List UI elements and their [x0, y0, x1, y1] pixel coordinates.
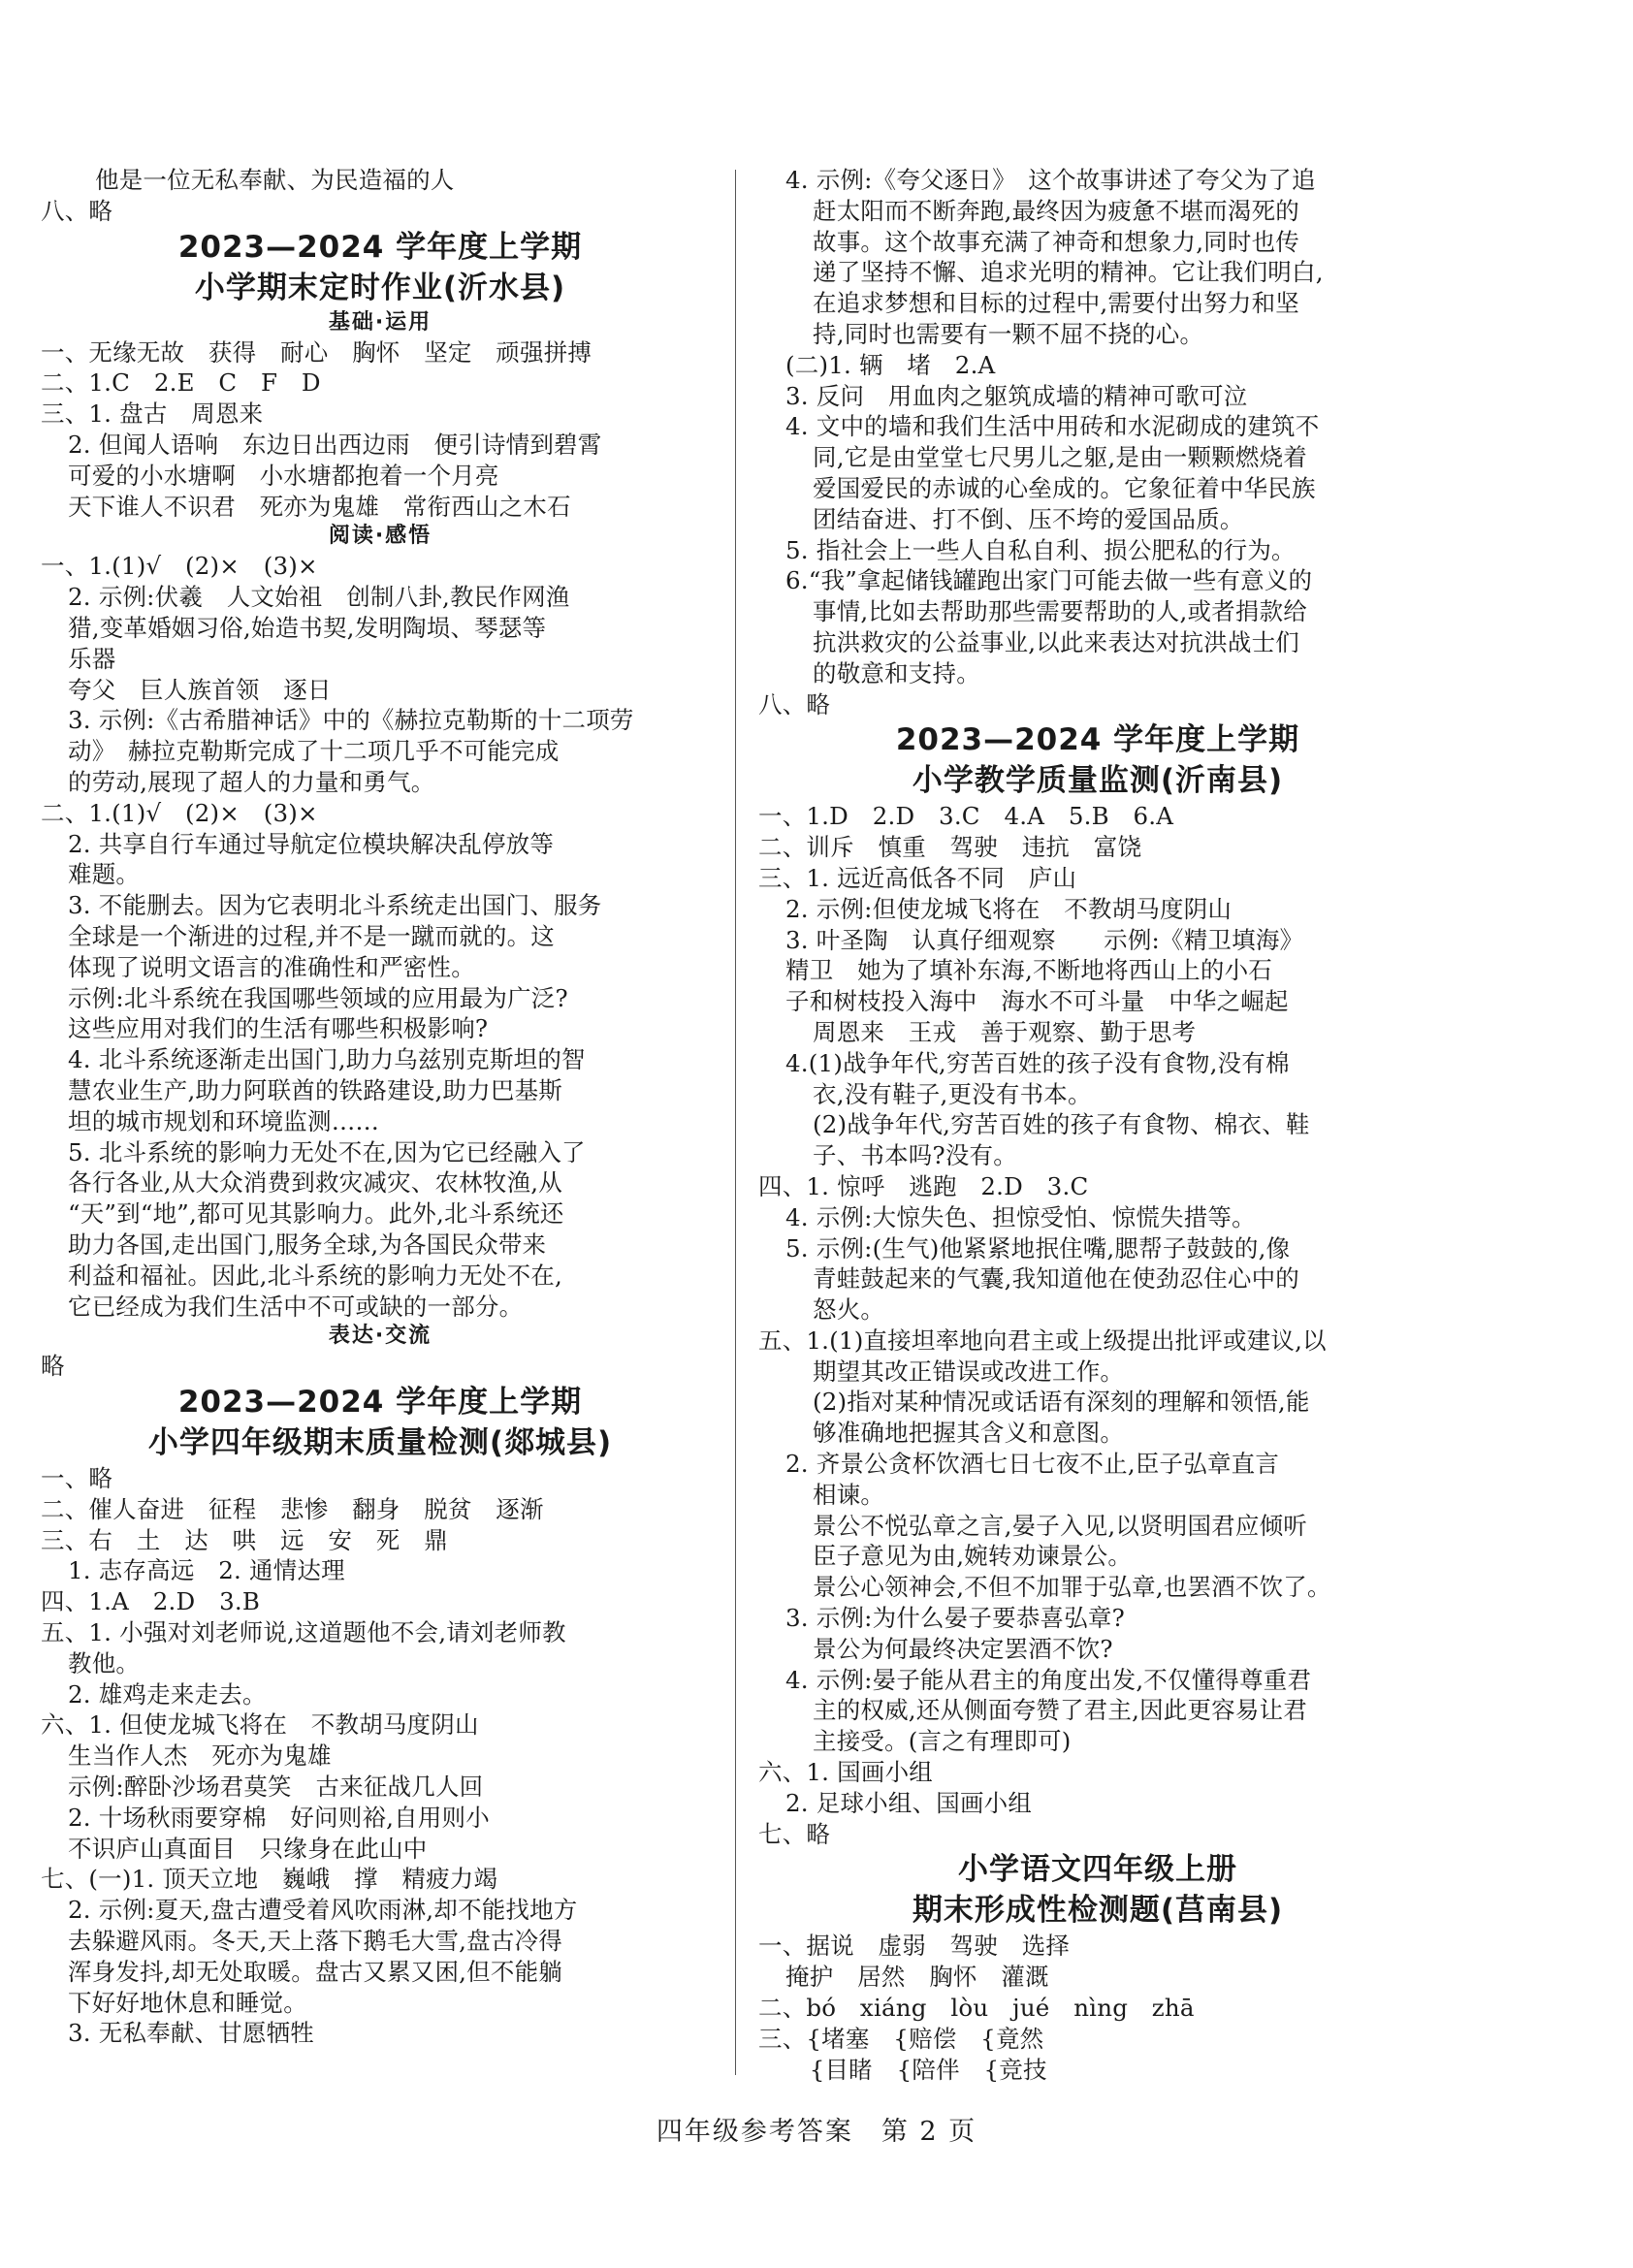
answer-line: 乐器 — [68, 644, 116, 673]
answer-line: 不识庐山真面目 只缘身在此山中 — [68, 1834, 428, 1863]
answer-line: 臣子意见为由,婉转劝谏景公。 — [813, 1542, 1133, 1571]
answer-line: 2. 十场秋雨要穿棉 好问则裕,自用则小 — [68, 1803, 490, 1832]
answer-line: 5. 北斗系统的影响力无处不在,因为它已经融入了 — [68, 1137, 586, 1166]
answer-line: 慧农业生产,助力阿联酋的铁路建设,助力巴基斯 — [68, 1075, 562, 1104]
answer-line: 递了坚持不懈、追求光明的精神。它让我们明白, — [813, 258, 1324, 287]
answer-line: 2. 但闻人语响 东边日出西边雨 便引诗情到碧霄 — [68, 430, 602, 459]
answer-line: 这些应用对我们的生活有哪些积极影响? — [68, 1014, 489, 1043]
answer-line: 二、1.C 2.E C F D — [41, 368, 321, 398]
answer-line: 一、1.D 2.D 3.C 4.A 5.B 6.A — [758, 802, 1174, 831]
section-title: 2023—2024 学年度上学期 — [177, 229, 583, 265]
answer-line: 2. 示例:夏天,盘古遭受着风吹雨淋,却不能找地方 — [68, 1896, 578, 1925]
answer-line: 爱国爱民的赤诚的心垒成的。它象征着中华民族 — [813, 473, 1316, 502]
section-title: 小学四年级期末质量检测(郯城县) — [147, 1425, 613, 1461]
answer-line: 在追求梦想和目标的过程中,需要付出努力和坚 — [813, 289, 1299, 318]
answer-line: 三、1. 盘古 周恩来 — [41, 399, 264, 429]
answer-line: 下好好地休息和睡觉。 — [68, 1988, 307, 2017]
answer-line: 故事。这个故事充满了神奇和想象力,同时也传 — [813, 227, 1299, 256]
answer-line: 略 — [41, 1352, 65, 1381]
answer-line: 二、bó xiáng lòu jué nìng zhā — [758, 1994, 1195, 2023]
subsection-heading: 基础·运用 — [328, 309, 432, 335]
answer-line: 示例:北斗系统在我国哪些领域的应用最为广泛? — [68, 983, 568, 1012]
answer-line: 三、右 土 达 哄 远 安 死 鼎 — [41, 1525, 448, 1554]
answer-line: 1. 志存高远 2. 通情达理 — [68, 1556, 345, 1585]
answer-line: 4. 北斗系统逐渐走出国门,助力乌兹别克斯坦的智 — [68, 1045, 586, 1074]
answer-line: 3. 不能删去。因为它表明北斗系统走出国门、服务 — [68, 891, 602, 920]
answer-line: 3. 示例:《古希腊神话》中的《赫拉克勒斯的十二项劳 — [68, 706, 634, 735]
answer-line: 二、训斥 慎重 驾驶 违抗 富饶 — [758, 833, 1142, 862]
answer-line: 3. 无私奉献、甘愿牺牲 — [68, 2019, 315, 2048]
answer-line: 持,同时也需要有一颗不屈不挠的心。 — [813, 319, 1204, 348]
answer-line: 景公为何最终决定罢酒不饮? — [813, 1634, 1113, 1663]
answer-line: 3. 叶圣陶 认真仔细观察 示例:《精卫填海》 — [785, 925, 1304, 954]
answer-line: 七、略 — [758, 1819, 831, 1848]
answer-line: 4. 示例:晏子能从君主的角度出发,不仅懂得尊重君 — [785, 1665, 1312, 1694]
answer-line: 事情,比如去帮助那些需要帮助的人,或者捐款给 — [813, 597, 1307, 626]
answer-line: 4. 示例:大惊失色、担惊受怕、惊慌失措等。 — [785, 1202, 1256, 1231]
answer-line: 团结奋进、打不倒、压不垮的爱国品质。 — [813, 504, 1244, 533]
answer-line: 六、1. 但使龙城飞将在 不教胡马度阴山 — [41, 1710, 479, 1740]
answer-line: 3. 示例:为什么晏子要恭喜弘章? — [785, 1604, 1125, 1633]
answer-line: 子、书本吗?没有。 — [813, 1141, 1017, 1170]
answer-line: 各行各业,从大众消费到救灾减灾、农林牧渔,从 — [68, 1168, 562, 1198]
answer-line: 主的权威,还从侧面夸赞了君主,因此更容易让君 — [813, 1696, 1307, 1725]
answer-line: “天”到“地”,都可见其影响力。此外,北斗系统还 — [68, 1199, 564, 1229]
answer-line: 难题。 — [68, 860, 141, 889]
answer-line: 5. 示例:(生气)他紧紧地抿住嘴,腮帮子鼓鼓的,像 — [785, 1233, 1291, 1262]
answer-line: 6.“我”拿起储钱罐跑出家门可能去做一些有意义的 — [785, 566, 1313, 595]
answer-line: 4.(1)战争年代,穷苦百姓的孩子没有食物,没有棉 — [785, 1048, 1290, 1077]
answer-line: 三、1. 远近高低各不同 庐山 — [758, 863, 1077, 892]
answer-line: 生当作人杰 死亦为鬼雄 — [68, 1741, 332, 1771]
answer-line: 2. 足球小组、国画小组 — [785, 1788, 1033, 1817]
answer-line: 2. 示例:伏羲 人文始祖 创制八卦,教民作网渔 — [68, 583, 570, 612]
answer-line: 二、1.(1)√ (2)× (3)× — [41, 798, 318, 827]
answer-line: 掩护 居然 胸怀 灌溉 — [785, 1963, 1049, 1992]
answer-line: 夸父 巨人族首领 逐日 — [68, 675, 332, 704]
answer-line: 八、略 — [758, 689, 831, 719]
answer-line: {目睹 {陪伴 {竞技 — [785, 2055, 1047, 2084]
answer-line: 的敬意和支持。 — [813, 658, 980, 687]
answer-line: 猎,变革婚姻习俗,始造书契,发明陶埙、琴瑟等 — [68, 613, 547, 642]
answer-line: 天下谁人不识君 死亦为鬼雄 常衔西山之木石 — [68, 492, 571, 521]
answer-line: 景公心领神会,不但不加罪于弘章,也罢酒不饮了。 — [813, 1573, 1331, 1602]
answer-line: 子和树枝投入海中 海水不可斗量 中华之崛起 — [785, 987, 1289, 1016]
answer-line: 期望其改正错误或改进工作。 — [813, 1357, 1125, 1386]
section-title: 小学期末定时作业(沂水县) — [194, 270, 566, 305]
answer-line: 够准确地把握其含义和意图。 — [813, 1419, 1125, 1448]
answer-line: 五、1. 小强对刘老师说,这道题他不会,请刘老师教 — [41, 1618, 566, 1647]
answer-line: 四、1. 惊呼 逃跑 2.D 3.C — [758, 1171, 1089, 1200]
column-left — [41, 165, 720, 2049]
section-title: 2023—2024 学年度上学期 — [177, 1385, 583, 1421]
answer-line: 助力各国,走出国门,服务全球,为各国民众带来 — [68, 1230, 547, 1259]
answer-line: 五、1.(1)直接坦率地向君主或上级提出批评或建议,以 — [758, 1326, 1327, 1355]
answer-line: 一、略 — [41, 1464, 113, 1493]
answer-line: (二)1. 辆 堵 2.A — [785, 350, 996, 379]
answer-line: 4. 示例:《夸父逐日》 这个故事讲述了夸父为了追 — [785, 166, 1316, 194]
answer-line: 坦的城市规划和环境监测…… — [68, 1106, 380, 1135]
answer-line: 七、(一)1. 顶天立地 巍峨 撑 精疲力竭 — [41, 1865, 498, 1894]
answer-line: 主接受。(言之有理即可) — [813, 1727, 1072, 1756]
answer-line: 动》 赫拉克勒斯完成了十二项几乎不可能完成 — [68, 737, 560, 766]
answer-line: 一、无缘无故 获得 耐心 胸怀 坚定 顽强拼搏 — [41, 337, 592, 367]
answer-line: 教他。 — [68, 1648, 141, 1677]
answer-line: 5. 指社会上一些人自私自利、损公肥私的行为。 — [785, 535, 1296, 564]
subsection-heading: 表达·交流 — [328, 1324, 432, 1349]
answer-line: 青蛙鼓起来的气囊,我知道他在使劲忍住心中的 — [813, 1264, 1299, 1294]
answer-line: 可爱的小水塘啊 小水塘都抱着一个月亮 — [68, 461, 499, 490]
answer-line: 它已经成为我们生活中不可或缺的一部分。 — [68, 1292, 524, 1321]
answer-line: 3. 反问 用血肉之躯筑成墙的精神可歌可泣 — [785, 381, 1248, 410]
answer-line: 周恩来 王戎 善于观察、勤于思考 — [813, 1017, 1197, 1046]
answer-line: 景公不悦弘章之言,晏子入见,以贤明国君应倾听 — [813, 1511, 1307, 1540]
answer-line: 他是一位无私奉献、为民造福的人 — [95, 166, 455, 194]
answer-line: 抗洪救灾的公益事业,以此来表达对抗洪战士们 — [813, 627, 1299, 656]
answer-line: 去躲避风雨。冬天,天上落下鹅毛大雪,盘古冷得 — [68, 1927, 562, 1956]
answer-line: 衣,没有鞋子,更没有书本。 — [813, 1079, 1092, 1108]
answer-line: 八、略 — [41, 196, 113, 225]
answer-line: 赶太阳而不断奔跑,最终因为疲惫不堪而渴死的 — [813, 196, 1299, 225]
column-right — [758, 165, 1437, 2085]
answer-line: 的劳动,展现了超人的力量和勇气。 — [68, 767, 435, 796]
answer-line: 怒火。 — [813, 1295, 885, 1325]
column-divider — [735, 170, 736, 2075]
answer-line: 示例:醉卧沙场君莫笑 古来征战几人回 — [68, 1773, 484, 1802]
section-title: 小学语文四年级上册 — [958, 1852, 1237, 1888]
answer-line: 三、{堵塞 {赔偿 {竟然 — [758, 2024, 1044, 2053]
answer-line: 二、催人奋进 征程 悲惨 翻身 脱贫 逐渐 — [41, 1494, 544, 1523]
answer-line: 浑身发抖,却无处取暖。盘古又累又困,但不能躺 — [68, 1957, 562, 1986]
answer-line: 2. 齐景公贪杯饮酒七日七夜不止,臣子弘章直言 — [785, 1450, 1280, 1479]
answer-line: 2. 雄鸡走来走去。 — [68, 1679, 267, 1709]
subsection-heading: 阅读·感悟 — [328, 524, 432, 549]
section-title: 小学教学质量监测(沂南县) — [912, 763, 1284, 799]
answer-line: (2)战争年代,穷苦百姓的孩子有食物、棉衣、鞋 — [813, 1110, 1310, 1139]
answer-line: 四、1.A 2.D 3.B — [41, 1587, 261, 1616]
answer-line: (2)指对某种情况或话语有深刻的理解和领悟,能 — [813, 1388, 1310, 1417]
page-footer: 四年级参考答案 第 2 页 — [656, 2117, 977, 2147]
answer-line: 一、1.(1)√ (2)× (3)× — [41, 552, 318, 581]
section-title: 期末形成性检测题(莒南县) — [912, 1893, 1284, 1929]
answer-line: 体现了说明文语言的准确性和严密性。 — [68, 952, 475, 981]
answer-line: 精卫 她为了填补东海,不断地将西山上的小石 — [785, 956, 1272, 985]
answer-line: 利益和福祉。因此,北斗系统的影响力无处不在, — [68, 1261, 562, 1290]
answer-line: 六、1. 国画小组 — [758, 1758, 933, 1787]
answer-line: 2. 示例:但使龙城飞将在 不教胡马度阴山 — [785, 894, 1233, 923]
answer-line: 一、据说 虚弱 驾驶 选择 — [758, 1932, 1071, 1961]
answer-line: 4. 文中的墙和我们生活中用砖和水泥砌成的建筑不 — [785, 412, 1320, 441]
answer-line: 同,它是由堂堂七尺男儿之躯,是由一颗颗燃烧着 — [813, 443, 1307, 472]
answer-line: 2. 共享自行车通过导航定位模块解决乱停放等 — [68, 829, 555, 858]
section-title: 2023—2024 学年度上学期 — [895, 722, 1300, 758]
answer-line: 相谏。 — [813, 1480, 885, 1509]
answer-line: 全球是一个渐进的过程,并不是一蹴而就的。这 — [68, 921, 555, 950]
